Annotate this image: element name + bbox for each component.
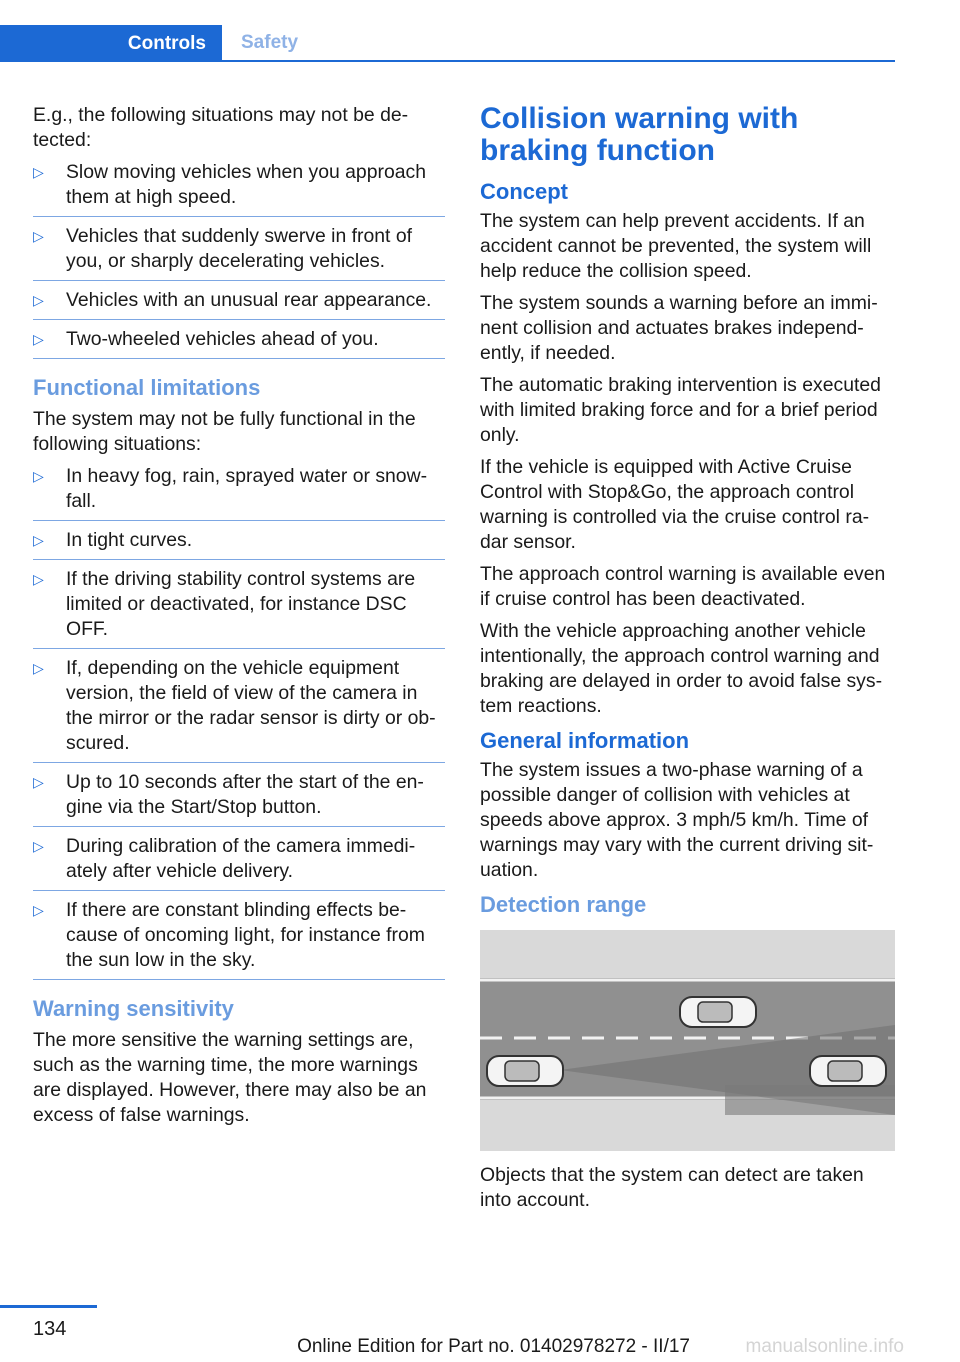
functional-limitations-heading: Functional limitations [33,375,261,400]
detection-range-heading: Detection range [480,892,647,917]
left-column [33,103,445,1135]
tab-controls[interactable]: Controls [0,25,222,62]
undetected-list [33,160,445,359]
list-item: ▷ Up to 10 seconds after the start of the en‐gine via the Start/Stop button. [33,770,445,827]
car-ahead-upper-icon [680,997,756,1027]
footer-rule [0,1305,97,1308]
figure-caption: Objects that the system can detect are taken into account. [480,1164,864,1211]
tab-safety[interactable]: Safety [241,31,299,53]
triangle-bullet-icon: ▷ [33,660,44,676]
edition-text: Online Edition for Part no. 01402978272 - II/17 [297,1336,690,1357]
list-item: ▷ Two-wheeled vehicles ahead of you. [33,327,445,359]
triangle-bullet-icon: ▷ [33,164,44,180]
triangle-bullet-icon: ▷ [33,532,44,548]
intro-text: E.g., the following situations may not be de‐tected: [33,104,409,151]
concept-paragraph: With the vehicle approaching another vehicle intentionally, the approach control warning and braking are delayed in order to avoid false sys‐tem reactions. [480,620,883,717]
list-item: ▷ If, depending on the vehicle equipment version, the field of view of the camera in the mirror or the radar sensor is dirty or ob‐scured. [33,656,445,763]
page-header [0,25,895,62]
triangle-bullet-icon: ▷ [33,774,44,790]
list-item: ▷ In heavy fog, rain, sprayed water or snow‐fall. [33,464,445,521]
section-title: Collision warning with braking function [480,102,799,167]
triangle-bullet-icon: ▷ [33,292,44,308]
general-information-heading: General information [480,728,690,753]
concept-paragraph: The approach control warning is available even if cruise control has been deactivated. [480,563,886,610]
triangle-bullet-icon: ▷ [33,468,44,484]
warning-sensitivity-heading: Warning sensitivity [33,996,234,1021]
concept-heading: Concept [480,179,568,204]
list-item: ▷ Vehicles with an unusual rear appearance. [33,288,445,320]
list-item: ▷ In tight curves. [33,528,445,560]
list-item: ▷ Vehicles that suddenly swerve in front of you, or sharply decelerating vehicles. [33,224,445,281]
general-information-text: The system issues a two-phase warning of a possible danger of collision with vehicles at speeds above approx. 3 mph/5 km/h. Time of warnings may vary with the current driving sit‐uation. [480,759,874,881]
triangle-bullet-icon: ▷ [33,331,44,347]
limitations-list [33,464,445,980]
detection-range-illustration [480,930,895,1151]
concept-paragraph: The system sounds a warning before an immi‐nent collision and actuates brakes independ‐ently, if needed. [480,292,878,364]
watermark: manualsonline.info [745,1336,904,1357]
list-item: ▷ Slow moving vehicles when you approach them at high speed. [33,160,445,217]
list-item: ▷ If the driving stability control systems are limited or deactivated, for instance DSC OFF. [33,567,445,649]
car-ahead-lower-icon [810,1056,886,1086]
functional-limitations-text: The system may not be fully functional in the following situations: [33,408,416,455]
concept-paragraph: The automatic braking intervention is executed with limited braking force and for a brief period only. [480,374,881,446]
warning-sensitivity-text: The more sensitive the warning settings are, such as the warning time, the more warnings are displayed. However, there may also be an excess of false warnings. [33,1029,427,1126]
triangle-bullet-icon: ▷ [33,571,44,587]
triangle-bullet-icon: ▷ [33,228,44,244]
triangle-bullet-icon: ▷ [33,838,44,854]
concept-paragraph: The system can help prevent accidents. If an accident cannot be prevented, the system will help reduce the collision speed. [480,210,872,282]
triangle-bullet-icon: ▷ [33,902,44,918]
concept-paragraph: If the vehicle is equipped with Active Cruise Control with Stop&Go, the approach control warning is controlled via the cruise control ra‐dar sensor. [480,456,870,553]
own-car-icon [487,1056,563,1086]
list-item: ▷ During calibration of the camera immedi‐ately after vehicle delivery. [33,834,445,891]
right-column [480,103,896,1220]
list-item: ▷ If there are constant blinding effects be‐cause of oncoming light, for instance from the sun low in the sky. [33,898,445,980]
page-number: 134 [33,1318,67,1340]
header-rule [0,60,895,62]
